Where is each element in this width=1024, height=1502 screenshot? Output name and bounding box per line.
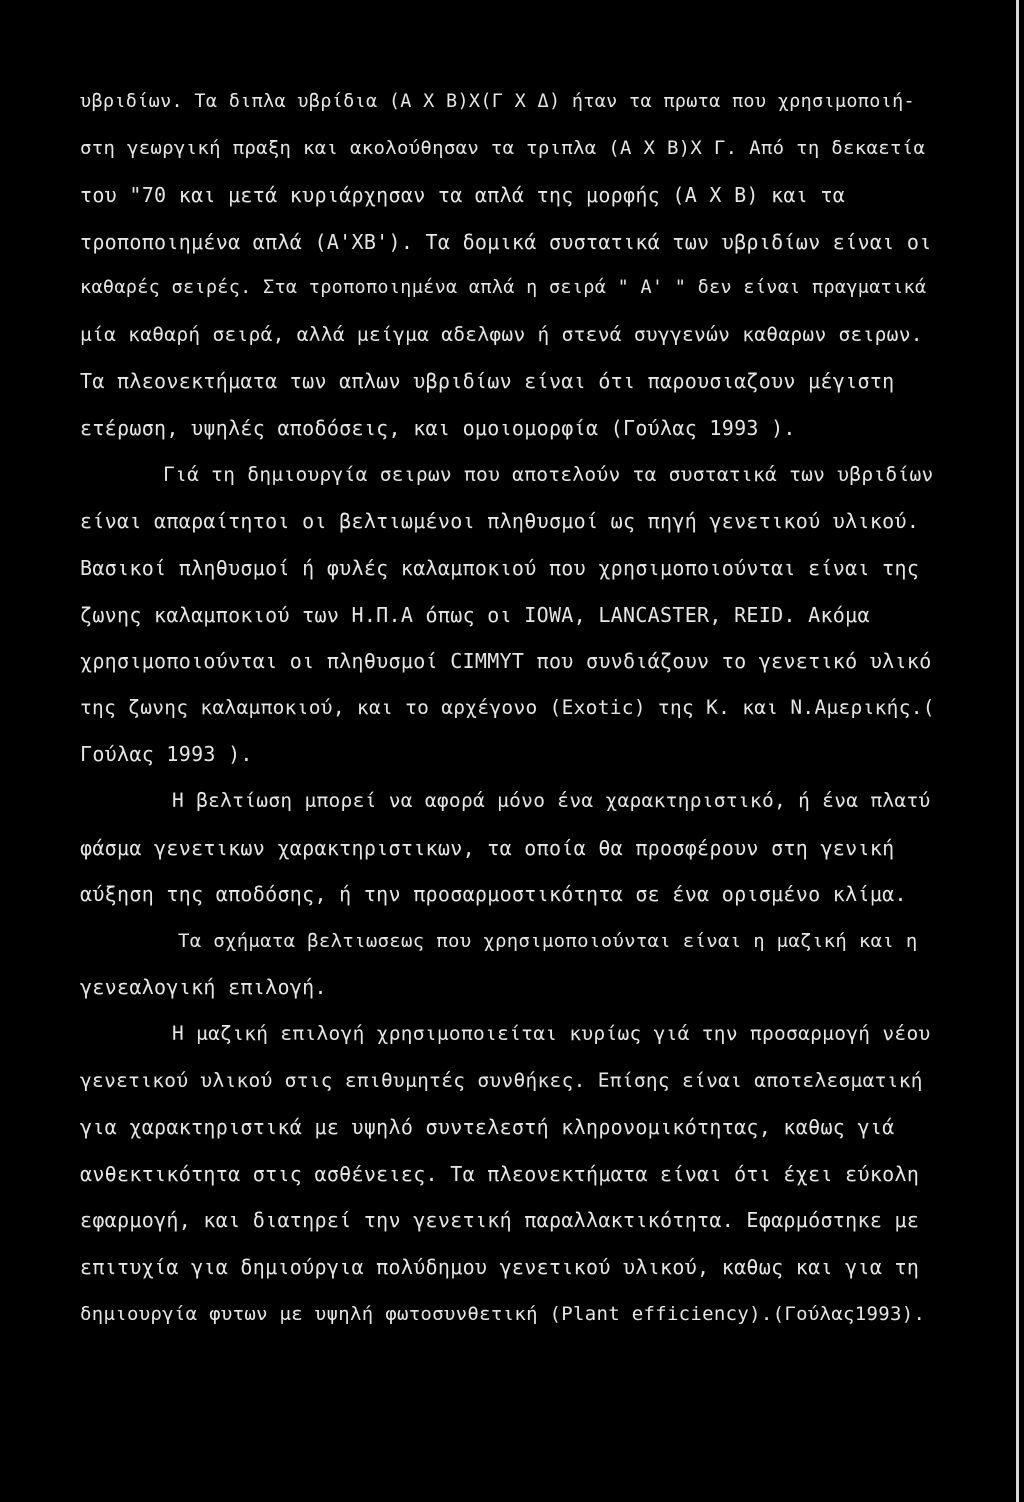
text-line-1: υβριδίων. Τα διπλα υβρίδια (Α Χ Β)Χ(Γ Χ Δ) ήταν τα πρωτα που χρησιμοποιή-	[80, 91, 915, 112]
text-line-11: Βασικοί πληθυσμοί ή φυλές καλαμποκιού που χρησιμοποιούνται είναι της	[80, 556, 920, 580]
text-line-13: χρησιμοποιούνται οι πληθυσμοί CIMMYT που συνδιάζουν το γενετικό υλικό	[80, 649, 932, 673]
text-line-15: Γούλας 1993 ).	[80, 742, 253, 766]
text-line-19: Τα σχήματα βελτιωσεως που χρησιμοποιούνται είναι η μαζική και η	[178, 930, 918, 952]
text-line-21: Η μαζική επιλογή χρησιμοποιείται κυρίως γιά την προσαρμογή νέου	[172, 1022, 931, 1045]
text-line-26: επιτυχία για δημιούργια πολύδημου γενετικού υλικού, καθως και για τη	[80, 1255, 920, 1279]
text-line-9: Γιά τη δημιουργία σειρων που αποτελούν τα συστατικά των υβριδίων	[163, 463, 934, 486]
text-line-17: φάσμα γενετικων χαρακτηριστικων, τα οποία θα προσφέρουν στη γενική	[80, 836, 895, 860]
text-line-18: αύξηση της αποδόσης, ή την προσαρμοστικότητα σε ένα ορισμένο κλίμα.	[80, 882, 907, 906]
text-line-10: είναι απαραίτητοι οι βελτιωμένοι πληθυσμοί ως πηγή γενετικού υλικού.	[80, 509, 920, 533]
text-line-12: ζωνης καλαμποκιού των Η.Π.Α όπως οι IOWA, LANCASTER, REID. Ακόμα	[80, 603, 870, 627]
text-line-16: Η βελτίωση μπορεί να αφορά μόνο ένα χαρακτηριστικό, ή ένα πλατύ	[172, 789, 931, 812]
text-line-5: καθαρές σειρές. Στα τροποποιημένα απλά η σειρά " Α' " δεν είναι πραγματικά	[80, 277, 927, 298]
text-line-14: της ζωνης καλαμποκιού, και το αρχέγονο (Exotic) της Κ. και Ν.Αμερικής.(	[80, 696, 935, 719]
text-line-25: εφαρμογή, και διατηρεί την γενετική παραλλακτικότητα. Εφαρμόστηκε με	[80, 1208, 920, 1232]
text-line-22: γενετικού υλικού στις επιθυμητές συνθήκες. Επίσης είναι αποτελεσματική	[80, 1069, 923, 1092]
text-line-8: ετέρωση, υψηλές αποδόσεις, και ομοιομορφία (Γούλας 1993 ).	[80, 416, 796, 440]
text-line-23: για χαρακτηριστικά με υψηλό συντελεστή κληρονομικότητας, καθως γιά	[80, 1115, 895, 1139]
text-line-2: στη γεωργική πραξη και ακολούθησαν τα τριπλα (Α Χ Β)Χ Γ. Από τη δεκαετία	[80, 137, 926, 159]
text-line-7: Τα πλεονεκτήματα των απλων υβριδίων είναι ότι παρουσιαζουν μέγιστη	[80, 369, 895, 393]
text-line-20: γενεαλογική επιλογή.	[80, 975, 327, 999]
text-line-27: δημιουργία φυτων με υψηλή φωτοσυνθετική (Plant efficiency).(Γούλας1993).	[80, 1303, 926, 1325]
text-line-24: ανθεκτικότητα στις ασθένειες. Τα πλεονεκτήματα είναι ότι έχει εύκολη	[80, 1162, 920, 1186]
text-line-3: του "70 και μετά κυριάρχησαν τα απλά της μορφής (Α Χ Β) και τα	[80, 183, 846, 207]
text-line-6: μία καθαρή σειρά, αλλά μείγμα αδελφων ή στενά συγγενών καθαρων σειρων.	[80, 323, 923, 346]
text-line-4: τροποποιημένα απλά (Α'ΧΒ'). Τα δομικά συστατικά των υβριδίων είναι οι	[80, 230, 932, 254]
